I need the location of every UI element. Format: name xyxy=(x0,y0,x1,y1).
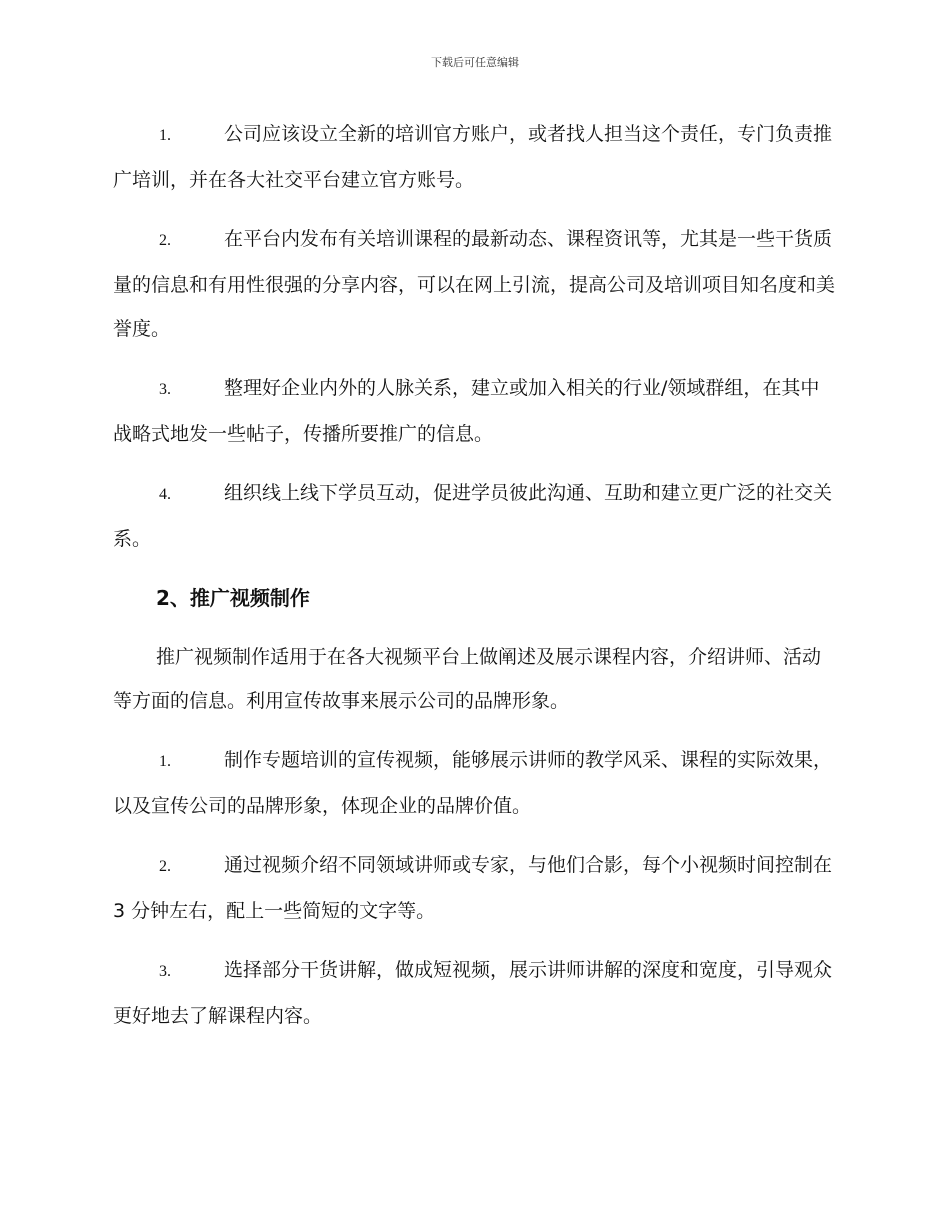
list-text: 制作专题培训的宣传视频，能够展示讲师的教学风采、课程的实际效果，以及宣传公司的品牌形象，体现企业的品牌价值。 xyxy=(113,749,833,817)
list-text: 通过视频介绍不同领域讲师或专家，与他们合影，每个小视频时间控制在 3 分钟左右，配上一些简短的文字等。 xyxy=(113,854,833,922)
list-text: 在平台内发布有关培训课程的最新动态、课程资讯等，尤其是一些干货质量的信息和有用性很强的分享内容，可以在网上引流，提高公司及培训项目知名度和美誉度。 xyxy=(113,228,836,340)
list-number: 1. xyxy=(159,753,171,770)
list-number: 4. xyxy=(159,486,171,503)
list-item xyxy=(113,112,835,202)
list-text: 公司应该设立全新的培训官方账户，或者找人担当这个责任，专门负责推广培训，并在各大社交平台建立官方账号。 xyxy=(113,123,833,191)
document-body xyxy=(113,112,835,1053)
section-intro: 推广视频制作适用于在各大视频平台上做阐述及展示课程内容，介绍讲师、活动等方面的信息。利用宣传故事来展示公司的品牌形象。 xyxy=(113,646,822,712)
list-number: 3. xyxy=(159,381,171,398)
list-number: 3. xyxy=(159,963,171,980)
list-number: 2. xyxy=(159,232,171,249)
section-heading: 2、推广视频制作 xyxy=(156,586,310,610)
list-text: 选择部分干货讲解，做成短视频，展示讲师讲解的深度和宽度，引导观众更好地去了解课程内容。 xyxy=(113,959,833,1027)
list-item xyxy=(113,948,835,1038)
list-item xyxy=(113,738,835,828)
list-item xyxy=(113,843,835,933)
list-number: 1. xyxy=(159,127,171,144)
list-item xyxy=(113,217,835,351)
list-item xyxy=(113,471,835,561)
list-text: 组织线上线下学员互动，促进学员彼此沟通、互助和建立更广泛的社交关系。 xyxy=(113,482,833,550)
list-text: 整理好企业内外的人脉关系，建立或加入相关的行业/领域群组，在其中战略式地发一些帖子，传播所要推广的信息。 xyxy=(113,377,820,445)
list-number: 2. xyxy=(159,858,171,875)
page-header: 下载后可任意编辑 xyxy=(431,56,519,69)
list-item xyxy=(113,366,835,456)
